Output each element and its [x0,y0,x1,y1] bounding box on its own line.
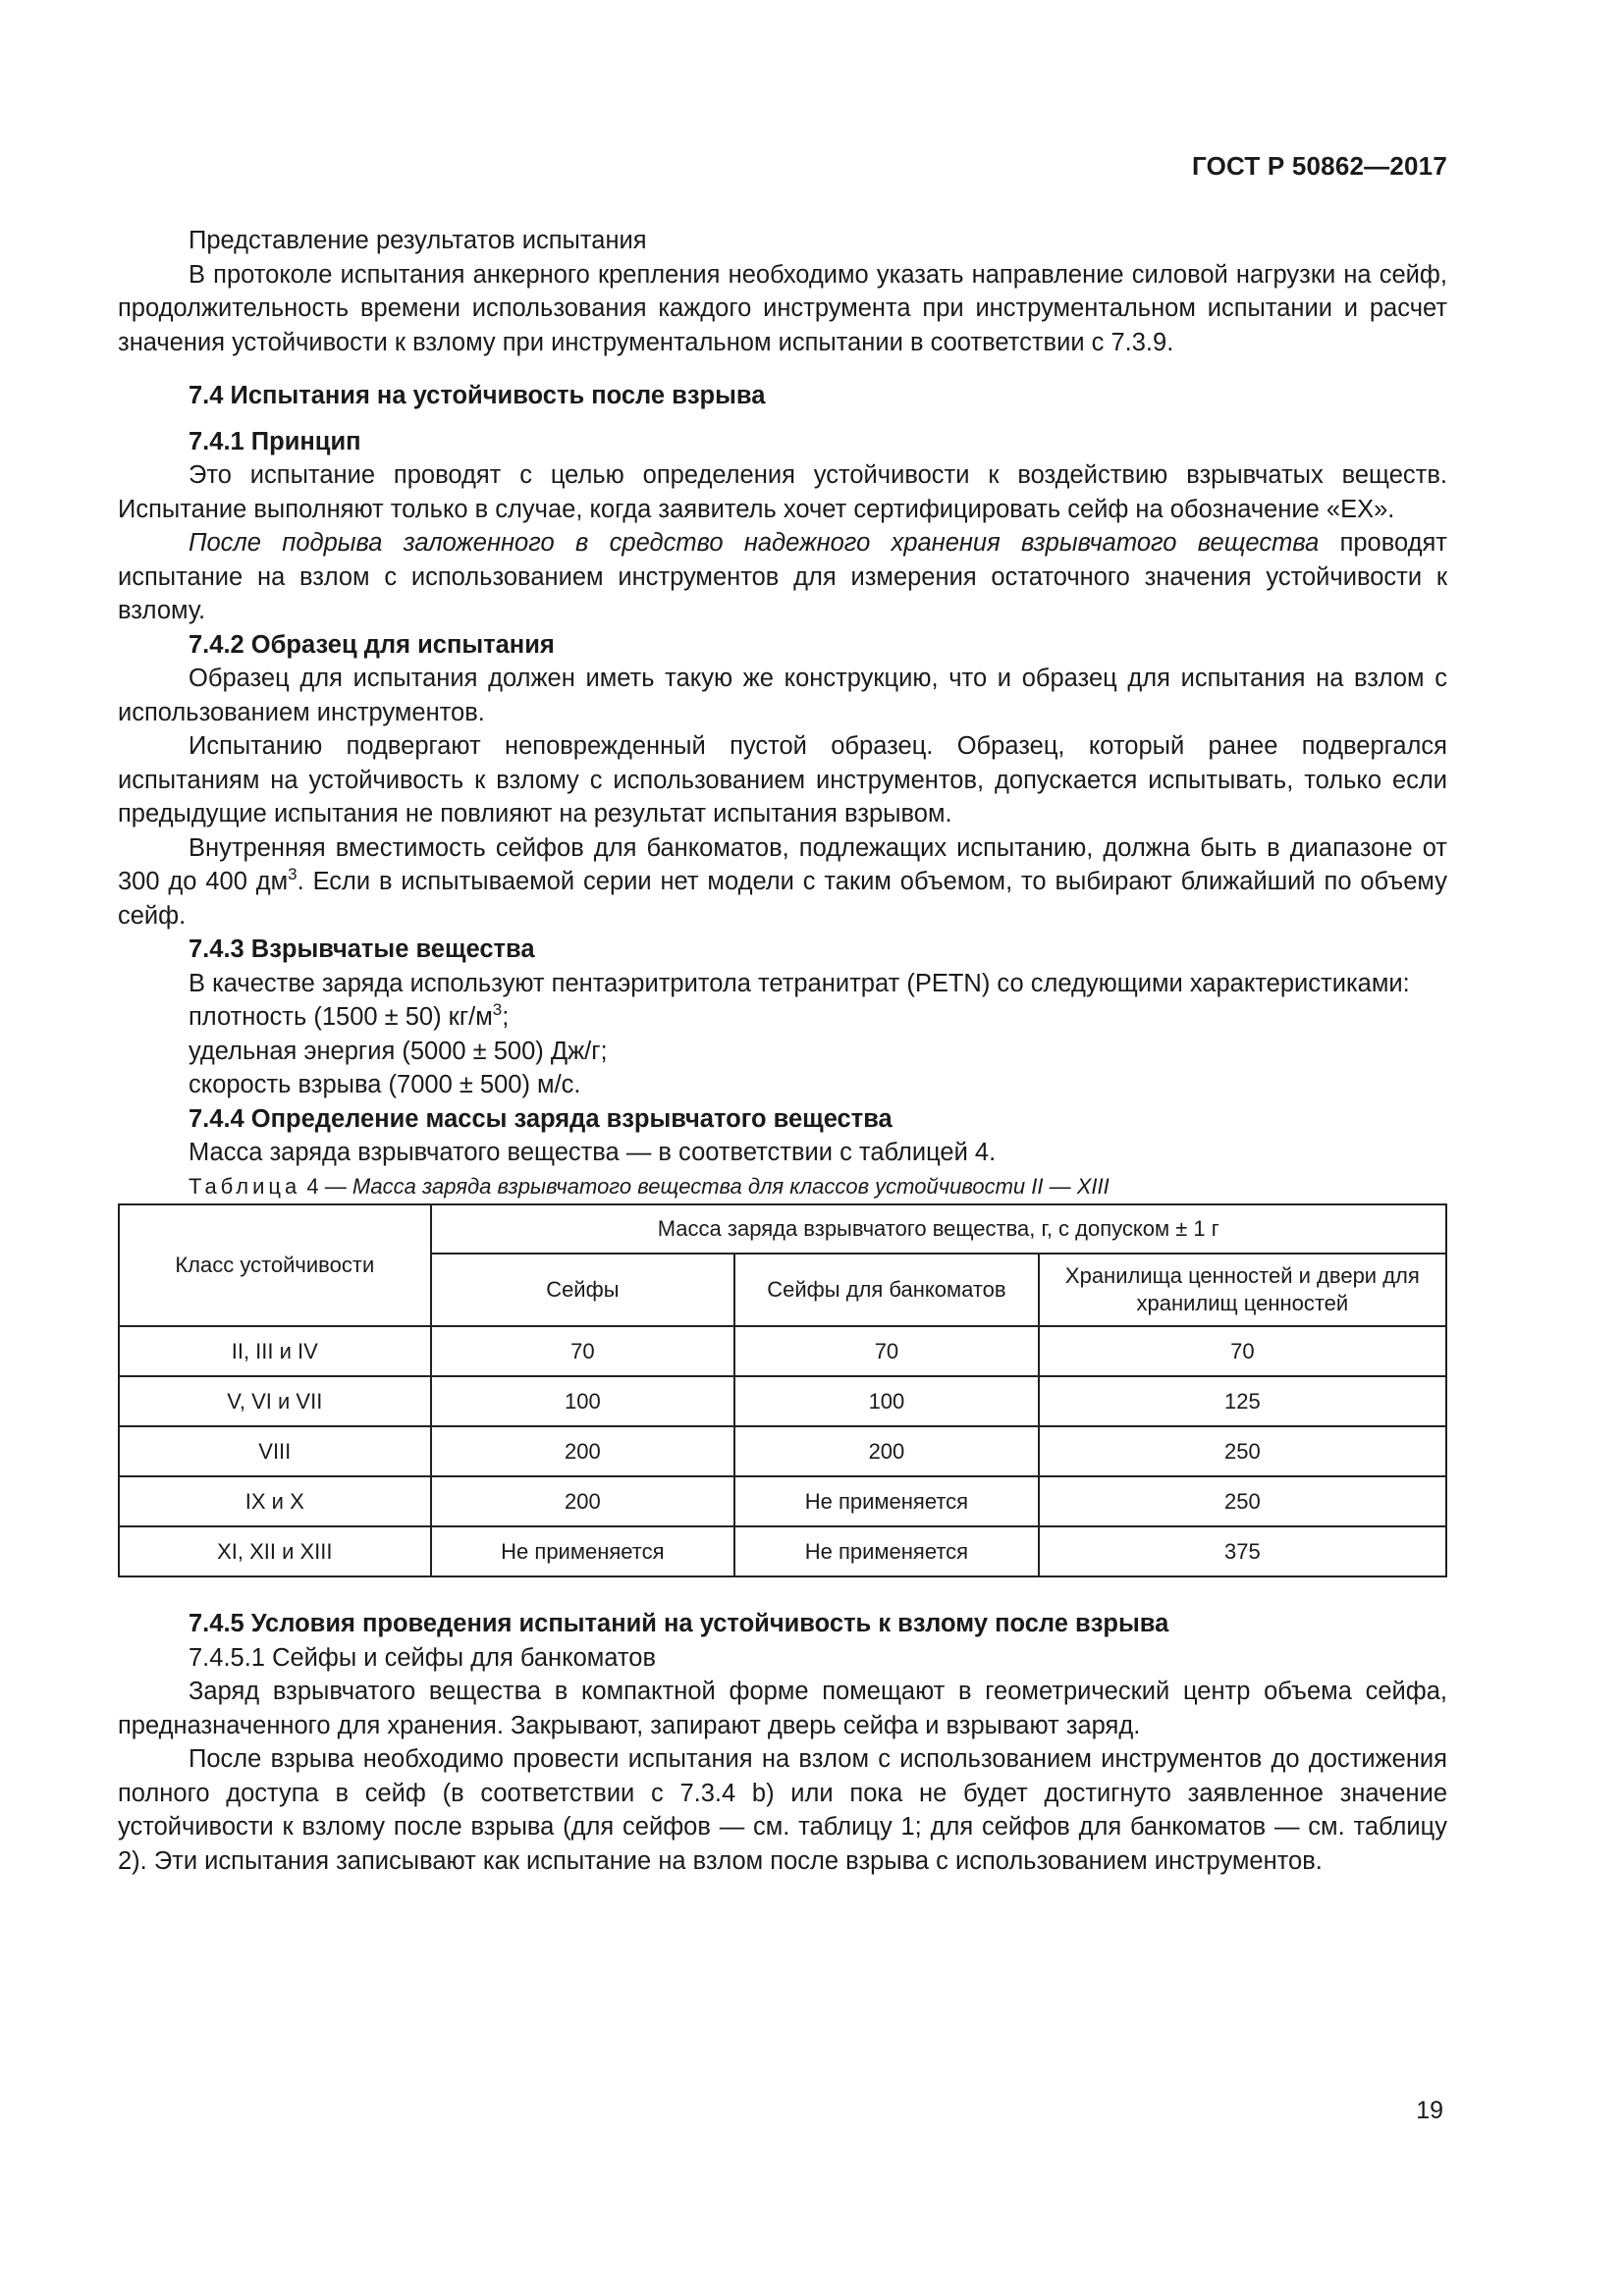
density-text: плотность (1500 ± 50) кг/м [189,1003,493,1031]
italic-phrase: После подрыва заложенного в средство надежного хранения взрывчатого вещества [189,529,1320,557]
table-row [119,1476,1446,1526]
section-7-4-3-title: 7.4.3 Взрывчатые вещества [189,935,535,963]
section-7-4-1-p1: Это испытание проводят с целью определения устойчивости к воздействию взрывчатых веществ. Испытание выполняют только в случае, когда заявитель хочет сертифицировать сейф на обозначение «EX». [118,461,1447,523]
cell-class: XI, XII и XIII [119,1526,431,1576]
charge-mass-table [118,1203,1447,1577]
table-body [119,1326,1446,1576]
section-7-4-2-title: 7.4.2 Образец для испытания [189,630,555,659]
cell-class: II, III и IV [119,1326,431,1376]
intro-paragraph: В протоколе испытания анкерного крепления необходимо указать направление силовой нагрузки на сейф, продолжительность времени использования каждого инструмента при инструментальном испытании и расчет значения устойчивости к взлому при инструментальном испытании в соответствии с 7.3.9. [118,260,1447,356]
caption-number: 4 — [300,1173,352,1199]
superscript-3: 3 [492,1000,503,1019]
caption-title: Масса заряда взрывчатого вещества для классов устойчивости II — XIII [352,1173,1110,1199]
table-row [119,1526,1446,1576]
section-7-4-2-p1: Образец для испытания должен иметь такую же конструкцию, что и образец для испытания на взлом с использованием инструментов. [118,665,1447,726]
cell-atm: 100 [734,1376,1039,1426]
section-7-4-4-title: 7.4.4 Определение массы заряда взрывчатого вещества [189,1104,893,1133]
header-vaults: Хранилища ценностей и двери для хранилищ ценностей [1039,1254,1446,1326]
cell-safes: 200 [431,1426,735,1476]
document-body [118,224,1447,1878]
section-7-4-5-p2: После взрыва необходимо провести испытания на взлом с использованием инструментов до достижения полного доступа в сейф (в соответствии с 7.3.4 b) или пока не будет достигнуто заявленное значение устойчивости к взлому после взрыва (для сейфов — см. таблицу 1; для сейфов для банкоматов — см. таблицу 2). Эти испытания записывают как испытание на взлом после взрыва с использованием инструментов. [118,1745,1447,1875]
cell-safes: 100 [431,1376,735,1426]
cell-class: IX и X [119,1476,431,1526]
density-item [118,1000,1447,1035]
cell-vaults: 250 [1039,1476,1446,1526]
cell-safes: Не применяется [431,1526,735,1576]
section-7-4-5-p1: Заряд взрывчатого вещества в компактной форме помещают в геометрический центр объема сейфа, предназначенного для хранения. Закрывают, запирают дверь сейфа и взрывают заряд. [118,1678,1447,1739]
section-7-4-5-1-title: 7.4.5.1 Сейфы и сейфы для банкоматов [189,1643,657,1672]
section-7-4-1-p2 [118,526,1447,628]
speed-item: скорость взрыва (7000 ± 500) м/с. [189,1071,581,1098]
caption-label: Таблица [189,1173,301,1199]
cell-safes: 200 [431,1476,735,1526]
cell-atm: Не применяется [734,1526,1039,1576]
table-row [119,1426,1446,1476]
header-class: Класс устойчивости [119,1204,431,1326]
header-atm-safes: Сейфы для банкоматов [734,1254,1039,1326]
table-caption [118,1170,1447,1204]
cell-class: VIII [119,1426,431,1476]
superscript-3: 3 [288,865,298,883]
cell-class: V, VI и VII [119,1376,431,1426]
section-7-4-5-title: 7.4.5 Условия проведения испытаний на устойчивость к взлому после взрыва [189,1610,1169,1637]
p2-rest: проводят испытание на взлом с использованием инструментов для измерения остаточного значения устойчивости к взлому. [118,529,1447,624]
cell-atm: Не применяется [734,1476,1039,1526]
header-group: Масса заряда взрывчатого вещества, г, с допуском ± 1 г [431,1204,1446,1254]
density-end: ; [502,1003,510,1031]
table-row [119,1326,1446,1376]
section-7-4-1-title: 7.4.1 Принцип [189,427,361,455]
p3-text-a: Внутренняя вместимость сейфов для банкоматов, подлежащих испытанию, должна быть в диапазоне от 300 до 400 дм [118,833,1447,895]
table-row [119,1376,1446,1426]
section-7-4-3-p1: В качестве заряда используют пентаэритритола тетранитрат (PETN) со следующими характеристиками: [189,969,1410,997]
page-number: 19 [1416,2097,1443,2124]
cell-atm: 70 [734,1326,1039,1376]
cell-vaults: 70 [1039,1326,1446,1376]
energy-item: удельная энергия (5000 ± 500) Дж/г; [189,1037,608,1065]
intro-subtitle: Представление результатов испытания [189,227,647,254]
header-safes: Сейфы [431,1254,735,1326]
p3-text-b: . Если в испытываемой серии нет модели с таким объемом, то выбирают ближайший по объему сейф. [118,868,1447,930]
cell-vaults: 375 [1039,1526,1446,1576]
cell-vaults: 250 [1039,1426,1446,1476]
section-7-4-4-p1: Масса заряда взрывчатого вещества — в соответствии с таблицей 4. [189,1139,997,1166]
section-7-4-2-p3 [118,831,1447,934]
document-id-header: ГОСТ Р 50862—2017 [1192,151,1447,181]
section-7-4-title: 7.4 Испытания на устойчивость после взрыва [189,382,766,409]
section-7-4-2-p2: Испытанию подвергают неповрежденный пустой образец. Образец, который ранее подвергался испытаниям на устойчивость к взлому с использованием инструментов, допускается испытывать, только если предыдущие испытания не повлияют на результат испытания взрывом. [118,732,1447,828]
cell-atm: 200 [734,1426,1039,1476]
cell-vaults: 125 [1039,1376,1446,1426]
cell-safes: 70 [431,1326,735,1376]
